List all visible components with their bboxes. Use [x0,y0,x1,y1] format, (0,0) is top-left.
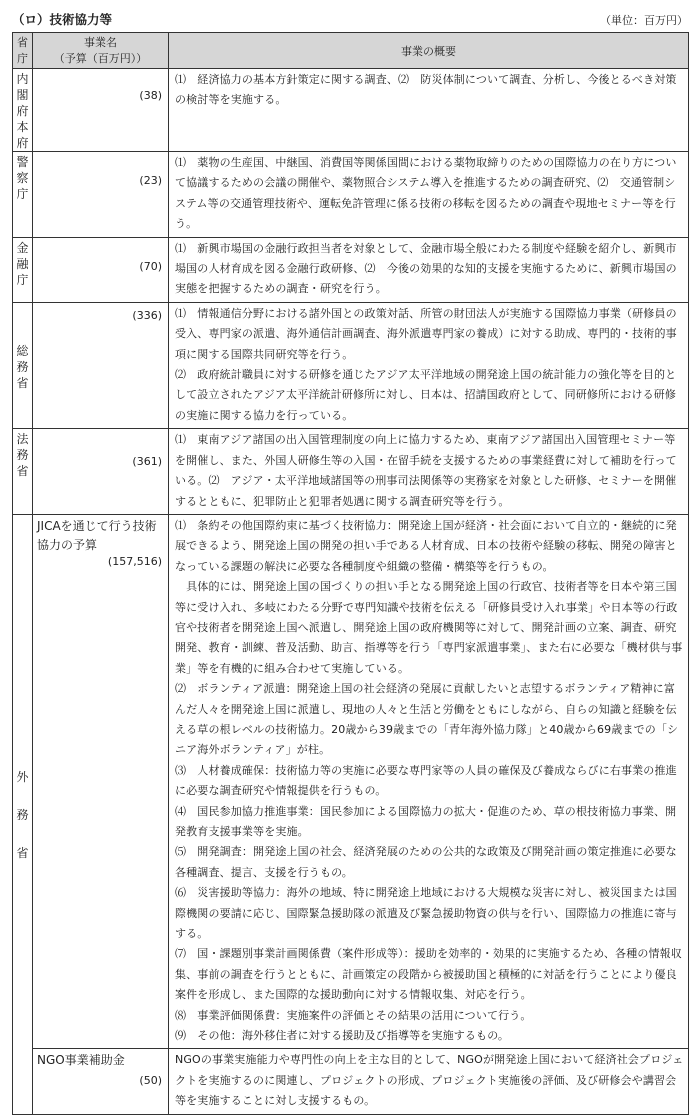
overview-cell [169,69,689,152]
overview-text: ⑺ 国・課題別事業計画関係費（案件形成等）：援助を効率的・効果的に実施するため、各種の情報収集、事前の調査を行うとともに、計画策定の段階から被援助国と積極的に対話を行うことにより優良案件を形成し、また国際的な援助動向に対する情報収集、対応を行う。 [175,947,682,1002]
project-name: JICAを通じて行う技術協力の予算 [37,518,157,552]
overview-text: ⑶ 人材養成確保：技術協力等の実施に必要な専門家等の人員の確保及び養成ならびに右事業の推進に必要な調査研究や情報提供を行うもの。 [175,763,677,798]
technical-cooperation-table [12,32,689,1115]
ministry-cell: 金 融 庁 [13,237,33,302]
unit-label: （単位：百万円） [600,14,688,27]
table-row [13,69,689,152]
overview-text: ⑴ 東南アジア諸国の出入国管理制度の向上に協力するため、東南アジア諸国出入国管理セミナー等を開催し、また、外国人研修生等の入国・在留手続を支援するための事業経費に対して補助を行っている。⑵ アジア・太平洋地域諸国等の刑事司法関係等の実務家を対象とした研修、セミナーを開催するとともに、犯罪防止と犯罪者処遇に関する調査研究等を行う。 [175,433,677,508]
ministry-cell: 警 察 庁 [13,152,33,238]
ministry-cell: 外 務 省 [13,514,33,1114]
overview-text: ⑵ ボランティア派遣：開発途上国の社会経済の発展に貢献したいと志望するボランティア精神に富んだ人々を開発途上国に派遣し、現地の人々と生活と労働をともにしながら、自らの知識と経験を伝える草の根レベルの技術協力。20歳から39歳までの「青年海外協力隊」と40歳から69歳までの「シニア海外ボランティア」が柱。 [175,682,679,757]
budget-amount: (50) [139,1074,162,1088]
budget-cell [33,152,169,238]
budget-amount: (336) [132,308,162,322]
table-row [13,1049,689,1114]
budget-amount: (361) [132,455,162,469]
overview-text: ⑴ 新興市場国の金融行政担当者を対象として、金融市場全般にわたる制度や経験を紹介し、新興市場国の人材育成を図る金融行政研修、⑵ 今後の効果的な知的支援を実施するために、新興市場国の実態を把握するための調査・研究を行う。 [175,241,677,296]
table-row [13,514,689,1049]
overview-text: ⑵ 政府統計職員に対する研修を通じたアジア太平洋地域の開発途上国の統計能力の強化等を目的として設立されたアジア太平洋統計研修所に対し、日本は、招請国政府として、同研修所における研修の実施に関する協力を行っている。 [175,368,677,422]
overview-text: ⑴ 薬物の生産国、中継国、消費国等関係国間における薬物取締りのための国際協力の在り方について協議するための会議の開催や、薬物照合システム導入を推進するための調査研究、⑵ 交通管制システム等の交通管理技術や、運転免許管理に係る技術の移転を図るための調査や現地セミナー等を行う。 [175,156,677,231]
overview-cell [169,514,689,1049]
table-header-row [13,33,689,69]
overview-text: ⑻ 事業評価関係費：実施案件の評価とその結果の活用について行う。 [175,1008,532,1022]
overview-cell [169,1049,689,1114]
budget-cell [33,69,169,152]
budget-cell [33,302,169,428]
table-row [13,237,689,302]
project-name: NGO事業補助金 [37,1053,125,1068]
budget-cell [33,237,169,302]
overview-cell [169,237,689,302]
budget-amount: (157,516) [107,554,162,568]
overview-text: ⑴ 情報通信分野における諸外国との政策対話、所管の財団法人が実施する国際協力事業（研修員の受入、専門家の派遣、海外通信計画調査、海外派遣専門家の養成）に対する助成、専門的・技術的事項に関する国際共同研究等を行う。 [175,306,677,361]
section-title: （ロ）技術協力等 [12,12,113,27]
ministry-cell: 内 閣 府 本 府 [13,69,33,152]
budget-cell [33,429,169,515]
overview-cell [169,152,689,238]
overview-text: NGOの事業実施能力や専門性の向上を主な目的として、NGOが開発途上国において経済社会プロジェクトを実施するのに関連し、プロジェクトの形成、プロジェクト実施後の評価、及び研修会や講習会等を実施することに対し支援するもの。 [175,1053,684,1108]
table-row [13,152,689,238]
project-cell [33,1049,169,1114]
project-cell [33,514,169,1049]
budget-amount: (23) [139,174,162,187]
table-row [13,429,689,515]
header-project [33,33,169,69]
overview-text: ⑴ 経済協力の基本方針策定に関する調査、⑵ 防災体制について調査、分析し、今後とるべき対策の検討等を実施する。 [175,73,677,107]
overview-cell [169,429,689,515]
overview-text: ⑷ 国民参加協力推進事業：国民参加による国際協力の拡大・促進のため、草の根技術協力事業、開発教育支援事業等を実施。 [175,804,677,838]
overview-text: 具体的には、開発途上国の国づくりの担い手となる開発途上国の行政官、技術者等を日本や第三国等に受け入れ、多岐にわたる分野で専門知識や技術を伝える「研修員受け入れ事業」や日本等の行政官や技術者を開発途上国へ派遣し、開発途上国の政府機関等に対して、開発計画の立案、調査、研究開発、教育・訓練、普及活動、助言、指導等を行う「専門家派遣事業」、また右に必要な「機材供与事業」等を有機的に組み合わせて実施している。 [175,580,683,675]
budget-amount: (38) [139,89,162,102]
overview-text: ⑹ 災害援助等協力：海外の地域、特に開発途上地域における大規模な災害に対し、被災国または国際機関の要請に応じ、国際緊急援助隊の派遣及び緊急援助物資の供与を行い、国際協力の推進に寄与する。 [175,886,677,941]
header-project-line2: （予算（百万円）） [53,51,148,65]
page-header [12,10,688,30]
header-project-line1: 事業名 [84,35,117,49]
table-row [13,302,689,428]
overview-cell [169,302,689,428]
overview-text: ⑴ 条約その他国際約束に基づく技術協力：開発途上国が経済・社会面において自立的・継続的に発展できるよう、開発途上国の開発の担い手である人材育成、日本の技術や経験の移転、開発の障害となっている課題の解決に必要な各種制度や組織の整備・構築等を行うもの。 [175,518,677,573]
ministry-cell: 総 務 省 [13,302,33,428]
budget-amount: (70) [139,259,162,273]
header-ministry: 省庁 [13,33,33,69]
overview-text: ⑼ その他：海外移住者に対する援助及び指導等を実施するもの。 [175,1029,510,1043]
overview-text: ⑸ 開発調査：開発途上国の社会、経済発展のための公共的な政策及び開発計画の策定推進に必要な各種調査、提言、支援を行うもの。 [175,845,677,879]
ministry-cell: 法 務 省 [13,429,33,515]
header-overview: 事業の概要 [169,33,689,69]
